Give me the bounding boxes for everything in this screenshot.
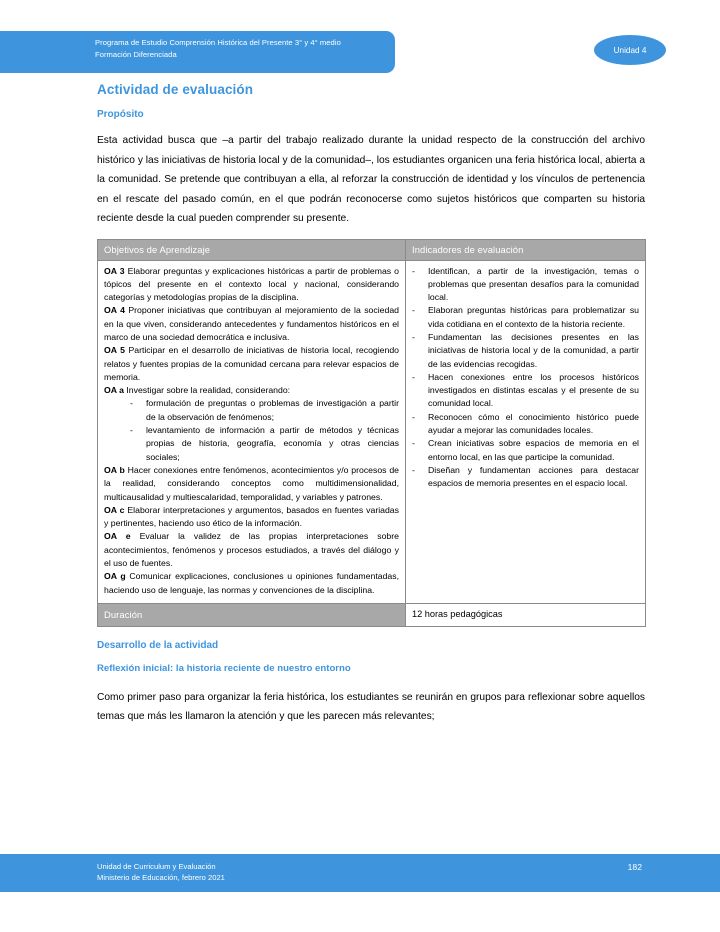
oa-entry [104,530,399,570]
indicador-item: - Identifican, a partir de la investigación, temas o problemas que presentan desafíos para la comunidad local. [410,265,639,305]
table-header-row [98,239,646,260]
oa-code: OA 3 [104,265,128,276]
oa-code: OA 5 [104,345,129,356]
header-banner-line-1: Programa de Estudio Comprensión Histórica del Presente 3° y 4° medio [95,38,341,47]
oa-code: OA g [104,571,130,582]
duration-row [98,603,646,626]
oa-text: Elaborar preguntas y explicaciones históricas a partir de problemas o tópicos del presente en el contexto local y nacional, considerando categorías y metodologías propias de la disciplina. [104,265,399,303]
column-header-objetivos: Objetivos de Aprendizaje [98,239,406,260]
column-header-indicadores: Indicadores de evaluación [406,239,646,260]
page-title: Actividad de evaluación [97,82,254,97]
oa-entry [104,570,399,597]
table-body-row [98,260,646,603]
duration-value: 12 horas pedagógicas [406,603,646,626]
oa-subitem: - formulación de preguntas o problemas de investigación a partir de la observación de fenómenos; [128,397,399,424]
oa-code: OA a [104,385,127,396]
oa-entry [104,384,399,464]
indicador-item: - Elaboran preguntas históricas para problematizar su vida cotidiana en el contexto de la historia reciente. [410,304,639,331]
page-footer [0,854,720,892]
oa-text: Evaluar la validez de las propias interpretaciones sobre acontecimientos, fenómenos y procesos estudiados, a través del diálogo y el uso de fuentes. [104,531,399,569]
indicador-item: - Crean iniciativas sobre espacios de memoria en el entorno local, en las que participe la comunidad. [410,437,639,464]
reflection-subheading: Reflexión inicial: la historia reciente de nuestro entorno [97,662,351,674]
development-heading: Desarrollo de la actividad [97,639,219,651]
indicador-item: - Hacen conexiones entre los procesos históricos investigados en distintas escalas y el presente de su comunidad local. [410,371,639,411]
oa-entry [104,265,399,305]
oa-subitem-list [128,397,399,463]
indicador-item: - Reconocen cómo el conocimiento histórico puede ayudar a mejorar las comunidades locales. [410,411,639,438]
oa-entry [104,504,399,531]
indicador-item: - Diseñan y fundamentan acciones para destacar espacios de memoria presentes en el espacio local. [410,464,639,491]
oa-code: OA c [104,504,128,515]
footer-line-1: Unidad de Curriculum y Evaluación [97,862,216,871]
oa-text: Participar en el desarrollo de iniciativas de historia local, recogiendo relatos y fuentes propias de la comunidad cercana para relevar espacios de memoria. [104,345,399,382]
oa-text: Comunicar explicaciones, conclusiones u opiniones fundamentadas, haciendo uso de lenguaje, las normas y convenciones de la disciplina. [104,571,399,595]
oa-code: OA b [104,464,128,475]
oa-subitem: - levantamiento de información a partir de métodos y técnicas propias de historia, geografía, economía y otras ciencias sociales; [128,424,399,464]
indicador-item: - Fundamentan las decisiones presentes en las iniciativas de historia local y de la comunidad, a partir de las evidencias recogidas. [410,331,639,371]
development-section [97,640,645,727]
oa-entry [104,304,399,344]
objectives-indicators-table [97,239,646,627]
document-content [97,82,645,737]
development-paragraph: Como primer paso para organizar la feria histórica, los estudiantes se reunirán en grupos para reflexionar sobre aquellos temas que más les llamaron la atención y que les parecen más relevantes; [97,691,645,723]
footer-line-2: Ministerio de Educación, febrero 2021 [97,873,225,883]
header-banner-line-2: Formación Diferenciada [95,49,177,59]
indicadores-cell [406,260,646,603]
oa-text: Proponer iniciativas que contribuyan al mejoramiento de la sociedad en la que viven, considerando antecedentes y fundamentos históricos en el marco de una sociedad democrática e inclusiva. [104,305,399,342]
oa-entry [104,344,399,384]
oa-text: Investigar sobre la realidad, considerando: [126,385,291,396]
objetivos-cell [98,260,406,603]
oa-code: OA 4 [104,305,129,316]
oa-code: OA e [104,531,140,542]
page-number: 182 [627,862,642,872]
indicadores-list [410,265,639,491]
header-banner [0,31,395,73]
footer-text [97,861,225,884]
duration-label: Duración [98,603,406,626]
unit-badge: Unidad 4 [594,35,666,65]
purpose-heading: Propósito [97,109,144,120]
page-header [0,31,720,73]
oa-text: Hacer conexiones entre fenómenos, acontecimientos y/o procesos de la realidad, considerando conceptos como multidimensionalidad, multicausalidad y multiescalaridad, temporalidad, y variables y patrones. [104,464,399,502]
oa-entry [104,464,399,504]
oa-text: Elaborar interpretaciones y argumentos, basados en fuentes variadas y pertinentes, haciendo uso ético de la información. [104,504,399,529]
purpose-paragraph: Esta actividad busca que –a partir del trabajo realizado durante la unidad respecto de la construcción del archivo histórico y las iniciativas de historia local y de la comunidad–, los estudiantes organicen una feria histórica local, abierta a la comunidad. Se pretende que contribuyan a ella, al reforzar la construcción de identidad y los vínculos de pertenencia en el rescate del pasado común, en el que podrán reconocerse como sujetos históricos que comparten su historia reciente desde la cual pueden comprender su presente. [97,135,645,224]
